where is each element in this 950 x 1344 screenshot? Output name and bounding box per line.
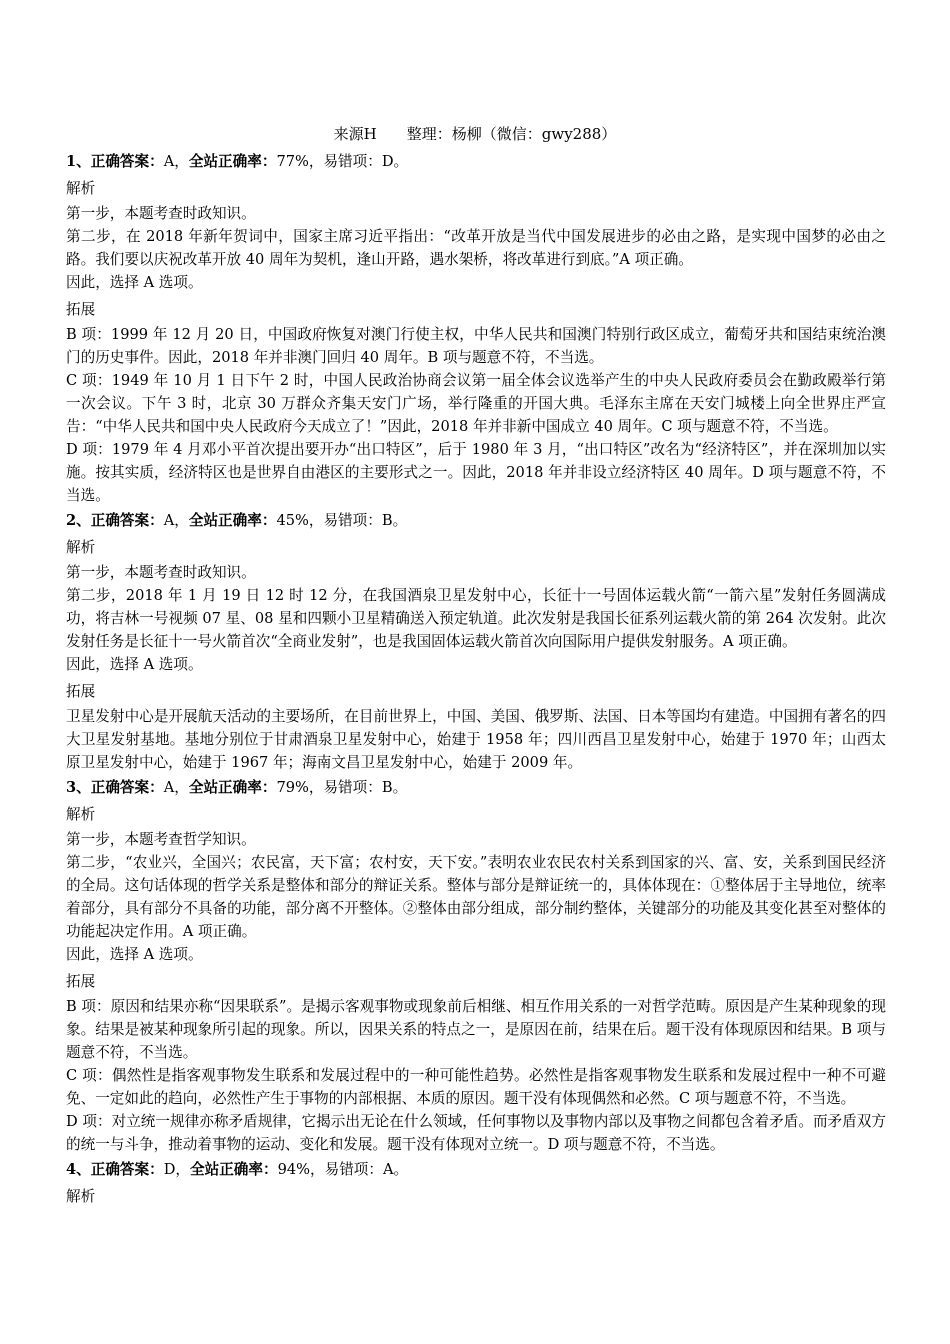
extension-paragraph: D 项：对立统一规律亦称矛盾规律，它揭示出无论在什么领域，任何事物以及事物内部以及事物之间都包含着矛盾。而矛盾双方的统一与斗争，推动着事物的运动、变化和发展。题干没有体现对立统一。D 项与题意不符，不当选。 — [66, 1113, 886, 1153]
answer-label: 2、正确答案： — [66, 512, 164, 529]
accuracy-value: 45%，易错项：B。 — [276, 512, 408, 529]
answer-content — [66, 150, 886, 1212]
analysis-paragraph: 第一步，本题考查时政知识。 — [66, 564, 256, 581]
extension-heading: 拓展 — [66, 683, 96, 700]
extension-heading: 拓展 — [66, 301, 96, 318]
analysis-paragraph: 第二步，在 2018 年新年贺词中，国家主席习近平指出：“改革开放是当代中国发展进步的必由之路，是实现中国梦的必由之路。我们要以庆祝改革开放 40 周年为契机，逢山开路，遇水架桥，将改革进行到底。”A 项正确。 — [66, 228, 886, 268]
answer-label: 4、正确答案： — [66, 1161, 164, 1178]
accuracy-label: 全站正确率： — [190, 1161, 278, 1178]
accuracy-label: 全站正确率： — [188, 779, 277, 796]
answer-label: 3、正确答案： — [66, 779, 164, 796]
extension-paragraph: B 项：原因和结果亦称“因果联系”。是揭示客观事物或现象前后相继、相互作用关系的一对哲学范畴。原因是产生某种现象的现象。结果是被某种现象所引起的现象。所以，因果关系的特点之一，是原因在前，结果在后。题干没有体现原因和结果。B 项与题意不符，不当选。 — [66, 998, 886, 1061]
answer-option: D， — [163, 1161, 191, 1178]
extension-paragraph: 卫星发射中心是开展航天活动的主要场所，在目前世界上，中国、美国、俄罗斯、法国、日本等国均有建造。中国拥有著名的四大卫星发射基地。基地分别位于甘肃酒泉卫星发射中心，始建于 1958 年；四川西昌卫星发射中心，始建于 1970 年；山西太原卫星发射中心，始建于 1967 年；海南文昌卫星发射中心，始建于 2009 年。 — [66, 708, 886, 771]
spacer — [66, 1210, 886, 1212]
extension-paragraph: C 项：偶然性是指客观事物发生联系和发展过程中的一种可能性趋势。必然性是指客观事物发生联系和发展过程中一种不可避免、一定如此的趋向，必然性产生于事物的内部根据、本质的原因。题干没有体现偶然和必然。C 项与题意不符，不当选。 — [66, 1067, 886, 1107]
analysis-paragraph: 第一步，本题考查时政知识。 — [66, 205, 256, 222]
extension-heading: 拓展 — [66, 973, 96, 990]
analysis-paragraph: 第二步，“农业兴，全国兴；农民富，天下富；农村安，天下安。”表明农业农民农村关系到国家的兴、富、安，关系到国民经济的全局。这句话体现的哲学关系是整体和部分的辩证关系。整体与部分是辩证统一的，具体体现在：①整体居于主导地位，统率着部分，具有部分不具备的功能，部分离不开整体。②整体由部分组成，部分制约整体，关键部分的功能及其变化甚至对整体的功能起决定作用。A 项正确。 — [66, 854, 886, 940]
answer-label: 1、正确答案： — [66, 153, 164, 170]
answer-option: A， — [163, 779, 189, 796]
analysis-paragraph: 因此，选择 A 选项。 — [66, 274, 203, 291]
accuracy-value: 77%，易错项：D。 — [276, 153, 409, 170]
accuracy-value: 79%，易错项：B。 — [276, 779, 408, 796]
analysis-paragraph: 第一步，本题考查哲学知识。 — [66, 831, 256, 848]
analysis-heading: 解析 — [66, 1188, 96, 1205]
question-answer-line — [66, 509, 886, 532]
accuracy-value: 94%，易错项：A。 — [277, 1161, 409, 1178]
answer-option: A， — [163, 512, 189, 529]
page-header: 来源H 整理：杨柳（微信：gwy288） — [333, 125, 617, 143]
analysis-heading: 解析 — [66, 806, 96, 823]
analysis-paragraph: 因此，选择 A 选项。 — [66, 656, 203, 673]
extension-paragraph: B 项：1999 年 12 月 20 日，中国政府恢复对澳门行使主权，中华人民共和国澳门特别行政区成立，葡萄牙共和国结束统治澳门的历史事件。因此，2018 年并非澳门回归 40 周年。B 项与题意不符，不当选。 — [66, 326, 886, 366]
analysis-heading: 解析 — [66, 180, 96, 197]
analysis-paragraph: 第二步，2018 年 1 月 19 日 12 时 12 分，在我国酒泉卫星发射中心，长征十一号固体运载火箭“一箭六星”发射任务圆满成功，将吉林一号视频 07 星、08 星和四颗小卫星精确送入预定轨道。此次发射是我国长征系列运载火箭的第 264 次发射。此次发射任务是长征十一号火箭首次“全商业发射”，也是我国固体运载火箭首次向国际用户提供发射服务。A 项正确。 — [66, 587, 886, 650]
question-answer-line — [66, 1158, 886, 1181]
analysis-heading: 解析 — [66, 539, 96, 556]
extension-paragraph: C 项：1949 年 10 月 1 日下午 2 时，中国人民政治协商会议第一届全体会议选举产生的中央人民政府委员会在勤政殿举行第一次会议。下午 3 时，北京 30 万群众齐集天安门广场，举行隆重的开国大典。毛泽东主席在天安门城楼上向全世界庄严宣告：“中华人民共和国中央人民政府今天成立了！”因此，2018 年并非新中国成立 40 周年。C 项与题意不符，不当选。 — [66, 372, 886, 435]
question-answer-line — [66, 150, 886, 173]
answer-option: A， — [163, 153, 189, 170]
accuracy-label: 全站正确率： — [188, 512, 277, 529]
analysis-paragraph: 因此，选择 A 选项。 — [66, 946, 203, 963]
question-answer-line — [66, 776, 886, 799]
accuracy-label: 全站正确率： — [188, 153, 277, 170]
extension-paragraph: D 项：1979 年 4 月邓小平首次提出要开办“出口特区”，后于 1980 年 3 月，“出口特区”改名为“经济特区”，并在深圳加以实施。按其实质，经济特区也是世界自由港区的主要形式之一。因此，2018 年并非设立经济特区 40 周年。D 项与题意不符，不当选。 — [66, 441, 886, 504]
